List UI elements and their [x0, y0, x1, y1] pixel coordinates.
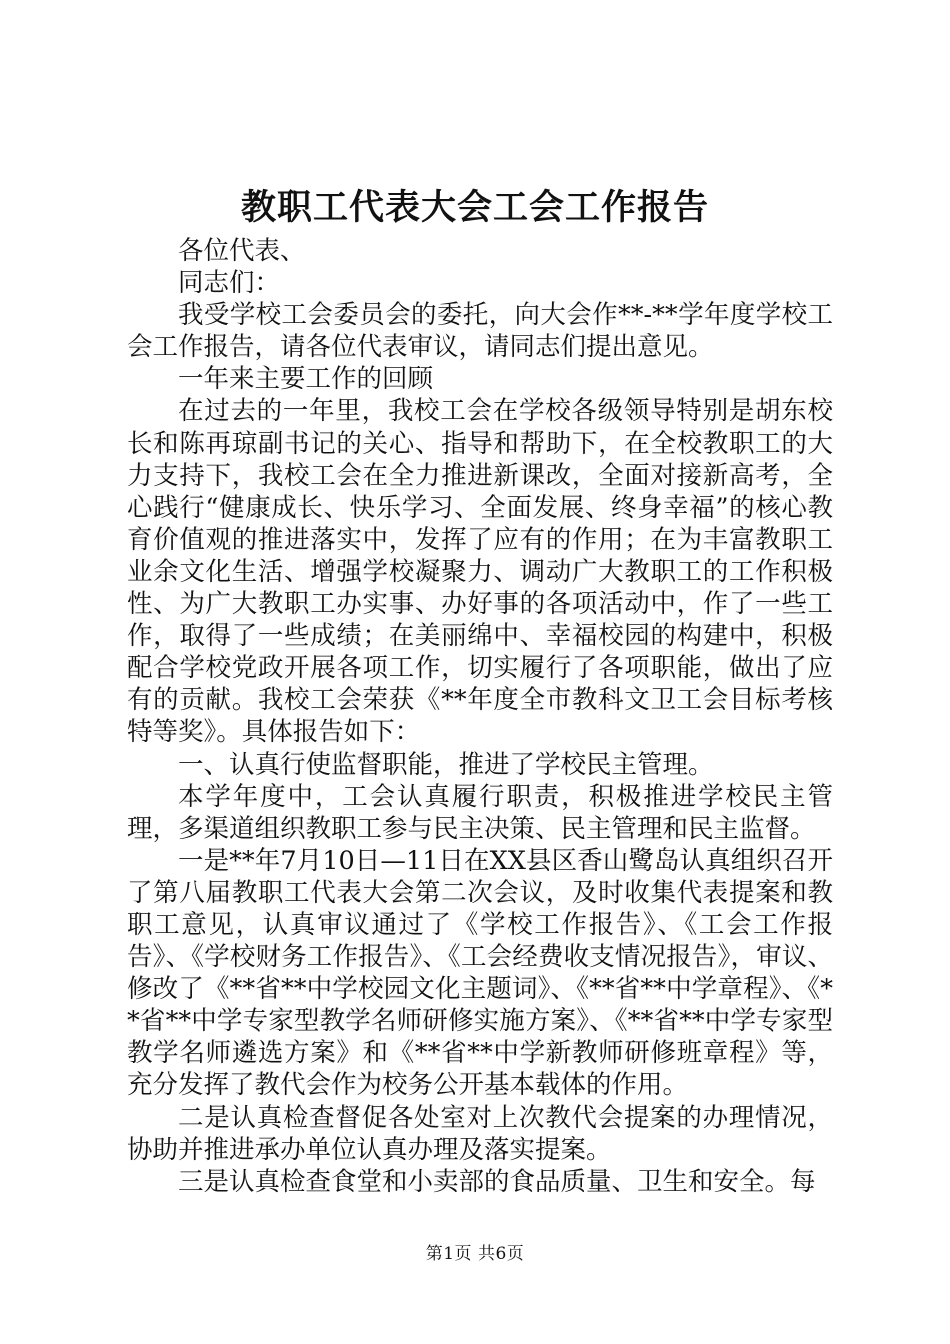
document-title: 教职工代表大会工会工作报告: [240, 187, 709, 228]
section-heading: 一年来主要工作的回顾: [178, 364, 434, 395]
body-paragraph: 我受学校工会委员会的委托，向大会作**-**学年度学校工会工作报告，请各位代表审议，请同志们提出意见。: [127, 300, 833, 363]
body-paragraph: 一是**年7月10日—11日在XX县区香山鹭岛认真组织召开了第八届教职工代表大会第二次会议，及时收集代表提案和教职工意见，认真审议通过了《学校工作报告》、《工会工作报告》、《学校财务工作报告》、《工会经费收支情况报告》，审议、修改了《**省**中学校园文化主题词》、《**省**中学章程》、《**省**中学专家型教学名师研修实施方案》、《**省**中学专家型教学名师遴选方案》和《**省**中学新教师研修班章程》等，充分发挥了教代会作为校务公开基本载体的作用。: [127, 845, 833, 1101]
body-paragraph: 三是认真检查食堂和小卖部的食品质量、卫生和安全。每: [178, 1166, 816, 1197]
body-paragraph: 本学年度中，工会认真履行职责，积极推进学校民主管理，多渠道组织教职工参与民主决策、民主管理和民主监督。: [127, 781, 833, 844]
section-heading: 一、认真行使监督职能，推进了学校民主管理。: [178, 749, 714, 780]
page-number-footer: 第1页 共6页: [425, 1244, 525, 1264]
document-body: [127, 235, 833, 1198]
body-paragraph: 在过去的一年里，我校工会在学校各级领导特别是胡东校长和陈再琼副书记的关心、指导和帮助下，在全校教职工的大力支持下，我校工会在全力推进新课改，全面对接新高考，全心践行“健康成长、快乐学习、全面发展、终身幸福”的核心教育价值观的推进落实中，发挥了应有的作用；在为丰富教职工业余文化生活、增强学校凝聚力、调动广大教职工的工作积极性、为广大教职工办实事、办好事的各项活动中，作了一些工作，取得了一些成绩；在美丽绵中、幸福校园的构建中，积极配合学校党政开展各项工作，切实履行了各项职能，做出了应有的贡献。我校工会荣获《**年度全市教科文卫工会目标考核特等奖》。具体报告如下：: [127, 396, 833, 748]
salutation-line: 同志们：: [178, 268, 281, 299]
body-paragraph: 二是认真检查督促各处室对上次教代会提案的办理情况，协助并推进承办单位认真办理及落实提案。: [127, 1102, 833, 1165]
salutation-line: 各位代表、: [178, 236, 306, 266]
